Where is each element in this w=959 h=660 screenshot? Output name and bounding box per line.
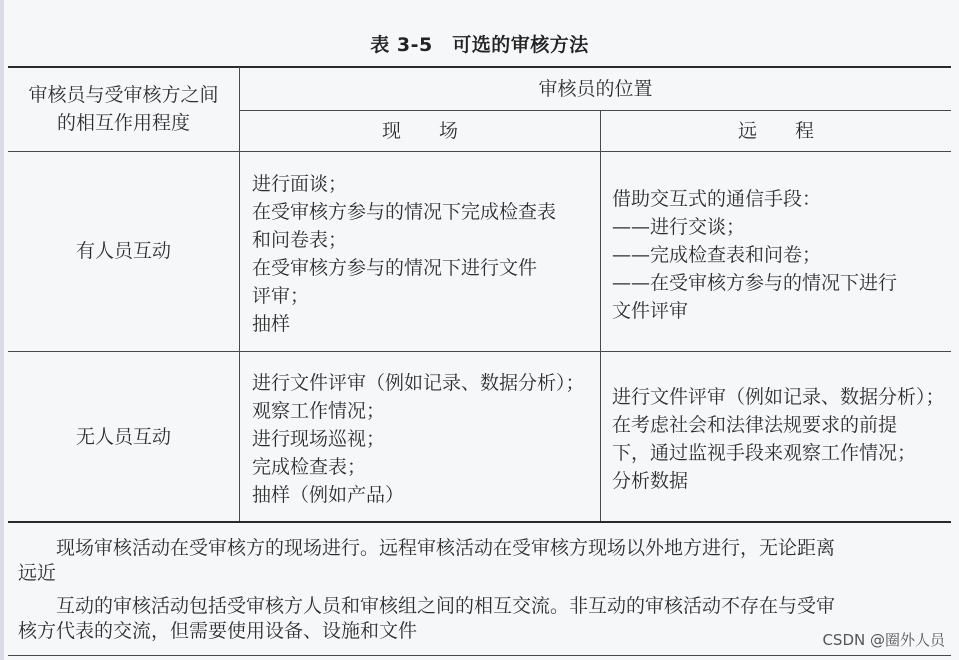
row2-onsite-line: 观察工作情况； — [252, 400, 386, 422]
header-bottom-rule — [8, 151, 951, 152]
header-col-onsite: 现 场 — [381, 120, 458, 142]
col-divider-right — [600, 111, 601, 521]
header-row-label-line1: 审核员与受审核方之间 — [28, 84, 219, 106]
note-onsite-remote-line2: 远近 — [18, 562, 57, 584]
row1-onsite-line: 在受审核方参与的情况下进行文件 — [252, 257, 538, 279]
header-col-remote: 远 程 — [737, 120, 814, 142]
note-interaction-line2: 核方代表的交流，但需要使用设备、设施和文件 — [18, 620, 418, 642]
row2-onsite-line: 进行现场巡视； — [252, 428, 386, 450]
header-sub-rule — [240, 110, 951, 111]
row2-onsite-line: 进行文件评审（例如记录、数据分析）； — [252, 372, 585, 394]
row1-onsite-line: 抽样 — [252, 313, 291, 335]
table-caption: 表 3-5 可选的审核方法 — [370, 34, 589, 56]
notes-bottom-rule — [8, 655, 951, 656]
row1-remote-line: ——进行交谈； — [612, 216, 746, 238]
row-label-with-interaction: 有人员互动 — [75, 240, 171, 262]
note-onsite-remote-line1: 现场审核活动在受审核方的现场进行。远程审核活动在受审核方现场以外地方进行，无论距离 — [56, 537, 836, 559]
row1-onsite-line: 和问卷表； — [252, 229, 348, 251]
table-bottom-rule — [8, 521, 951, 523]
row2-remote-line: 分析数据 — [612, 470, 689, 492]
row1-remote-line: ——完成检查表和问卷； — [612, 244, 822, 266]
row-label-without-interaction: 无人员互动 — [75, 426, 171, 448]
row2-remote-line: 在考虑社会和法律法规要求的前提 — [612, 414, 898, 436]
header-row-label-line2: 的相互作用程度 — [56, 112, 190, 134]
table-notes — [18, 536, 948, 644]
table-top-rule — [8, 66, 951, 68]
note-interaction-line1: 互动的审核活动包括受审核方人员和审核组之间的相互交流。非互动的审核活动不存在与受审 — [56, 595, 836, 617]
row1-onsite-line: 评审； — [252, 285, 310, 307]
row2-remote-line: 进行文件评审（例如记录、数据分析）； — [612, 386, 945, 408]
row2-onsite-line: 抽样（例如产品） — [252, 484, 405, 506]
header-group-title: 审核员的位置 — [538, 78, 653, 100]
page-edge — [0, 0, 4, 660]
row2-onsite-line: 完成检查表； — [252, 456, 367, 478]
row2-remote-line: 下，通过监视手段来观察工作情况； — [612, 442, 917, 464]
row-divider-rule — [8, 351, 951, 352]
csdn-watermark: CSDN @圈外人员 — [822, 631, 945, 649]
row1-onsite-line: 进行面谈； — [252, 173, 348, 195]
row1-remote-line: 文件评审 — [612, 300, 689, 322]
row1-onsite-line: 在受审核方参与的情况下完成检查表 — [252, 201, 557, 223]
row1-remote-line: ——在受审核方参与的情况下进行 — [612, 272, 898, 294]
row1-remote-line: 借助交互式的通信手段： — [612, 188, 822, 210]
